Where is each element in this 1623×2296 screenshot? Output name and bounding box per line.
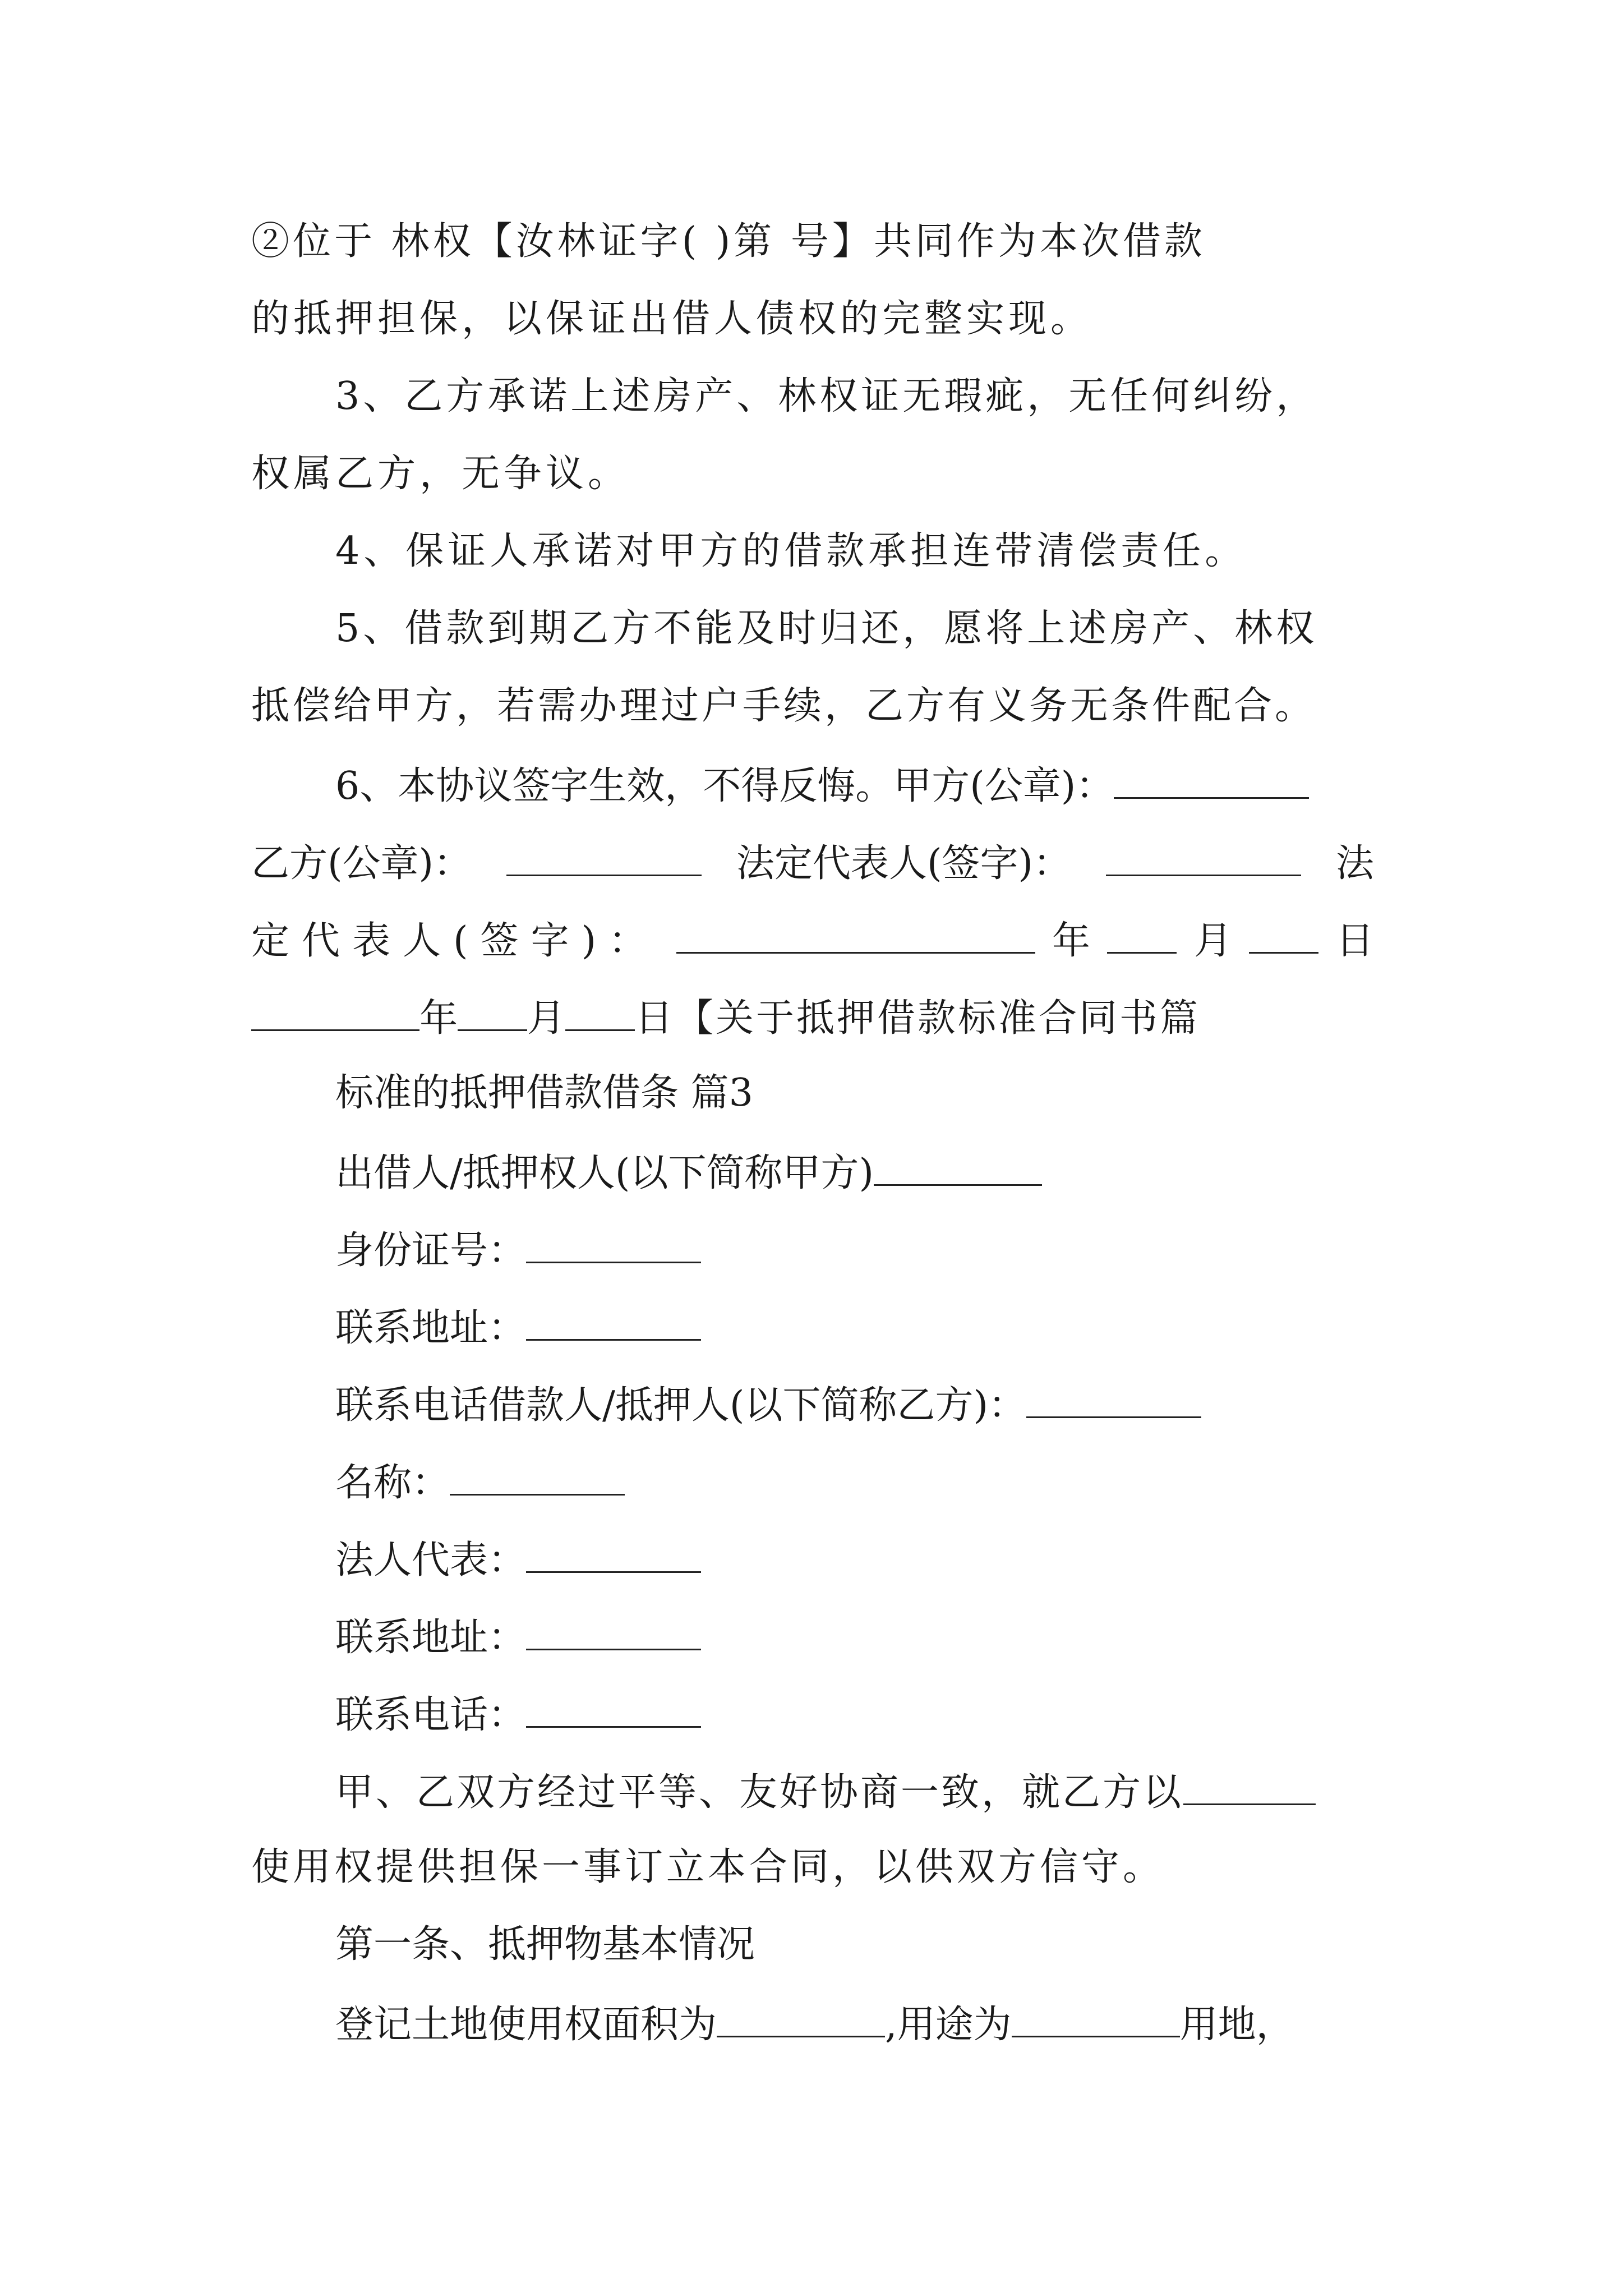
field-label: 联系地址： bbox=[335, 1306, 527, 1350]
field-blank bbox=[526, 1694, 701, 1728]
field-blank bbox=[874, 1152, 1042, 1186]
article-1-title: 第一条、抵押物基本情况 bbox=[335, 1922, 755, 1967]
section-title: 标准的抵押借款借条 篇3 bbox=[335, 1071, 753, 1115]
field-legal-rep bbox=[335, 1539, 701, 1580]
paragraph-6-line-2: 使用权提供担保一事订立本合同，以供双方信守。 bbox=[251, 1845, 1165, 1889]
text-segment: 日【关于抵押借款标准合同书篇 bbox=[635, 996, 1201, 1041]
field-label: 联系电话： bbox=[335, 1693, 527, 1737]
text-segment: 年 bbox=[419, 996, 458, 1041]
date-blank bbox=[565, 997, 635, 1031]
field-label: 联系地址： bbox=[335, 1616, 527, 1660]
paragraph-1-line-1 bbox=[251, 219, 1374, 264]
text-segment: ②位于 林权【汝林证字( )第 号】共同作为本次借款 bbox=[251, 219, 1206, 264]
date-blank bbox=[1107, 919, 1177, 954]
field-address-2 bbox=[335, 1616, 701, 1660]
field-blank bbox=[717, 2003, 885, 2037]
text-segment: 登记土地使用权面积为 bbox=[335, 2003, 717, 2047]
paragraph-6-line-1 bbox=[335, 1770, 1316, 1815]
signature-blank bbox=[1114, 765, 1309, 799]
date-blank bbox=[251, 997, 419, 1031]
field-blank bbox=[526, 1616, 701, 1650]
field-address bbox=[335, 1306, 701, 1350]
text-segment: 甲、乙双方经过平等、友好协商一致，就乙方以 bbox=[335, 1770, 1184, 1815]
paragraph-5-line-3 bbox=[251, 919, 1374, 963]
article-1-line-1 bbox=[335, 2003, 1294, 2047]
date-blank bbox=[1249, 919, 1318, 954]
text-segment: 用地， bbox=[1179, 2003, 1294, 2047]
field-borrower bbox=[335, 1383, 1201, 1428]
paragraph-3-line-1: 4、保证人承诺对甲方的借款承担连带清偿责任。 bbox=[335, 529, 1247, 573]
field-label: 名称： bbox=[335, 1461, 450, 1505]
field-name bbox=[335, 1461, 625, 1505]
field-label: 联系电话借款人/抵押人(以下简称乙方)： bbox=[335, 1383, 1026, 1428]
text-segment: 法定代表人(签字)： bbox=[736, 841, 1072, 886]
field-lender bbox=[335, 1152, 1042, 1193]
text-segment: 法 bbox=[1335, 841, 1374, 886]
paragraph-4-line-2: 抵偿给甲方，若需办理过户手续，乙方有义务无条件配合。 bbox=[251, 684, 1316, 728]
text-segment: ,用途为 bbox=[885, 2003, 1012, 2047]
field-blank bbox=[526, 1306, 701, 1341]
field-blank bbox=[1026, 1384, 1201, 1418]
field-label: 身份证号： bbox=[335, 1228, 527, 1273]
paragraph-2-line-2: 权属乙方，无争议。 bbox=[251, 452, 630, 496]
paragraph-4-line-1: 5、借款到期乙方不能及时归还，愿将上述房产、林权 bbox=[335, 606, 1318, 651]
paragraph-5-line-4 bbox=[251, 996, 1201, 1041]
field-blank bbox=[526, 1539, 701, 1573]
field-phone bbox=[335, 1693, 701, 1737]
text-segment: 乙方(公章)： bbox=[251, 841, 472, 886]
field-label: 出借人/抵押权人(以下简称甲方) bbox=[335, 1151, 874, 1195]
text-segment: 月 bbox=[527, 996, 566, 1041]
field-blank bbox=[1183, 1771, 1316, 1805]
field-label: 法人代表： bbox=[335, 1538, 527, 1582]
paragraph-1-line-2: 的抵押担保，以保证出借人债权的完整实现。 bbox=[251, 297, 1093, 341]
signature-blank bbox=[676, 919, 1035, 954]
signature-blank bbox=[1106, 842, 1301, 876]
text-segment: 年 bbox=[1052, 919, 1091, 963]
field-blank bbox=[526, 1229, 701, 1263]
paragraph-5-line-2 bbox=[251, 841, 1374, 886]
field-blank bbox=[450, 1461, 625, 1496]
text-segment: 定代表人(签字)： bbox=[251, 919, 660, 963]
field-blank bbox=[1012, 2003, 1180, 2037]
text-segment: 月 bbox=[1193, 919, 1232, 963]
text-segment: 6、本协议签字生效，不得反悔。甲方(公章)： bbox=[335, 764, 1114, 808]
signature-blank bbox=[506, 842, 702, 876]
date-blank bbox=[458, 997, 527, 1031]
paragraph-5-line-1 bbox=[335, 765, 1309, 806]
text-segment: 日 bbox=[1335, 919, 1374, 963]
field-id-number bbox=[335, 1228, 701, 1273]
paragraph-2-line-1: 3、乙方承诺上述房产、林权证无瑕疵，无任何纠纷， bbox=[335, 374, 1318, 418]
